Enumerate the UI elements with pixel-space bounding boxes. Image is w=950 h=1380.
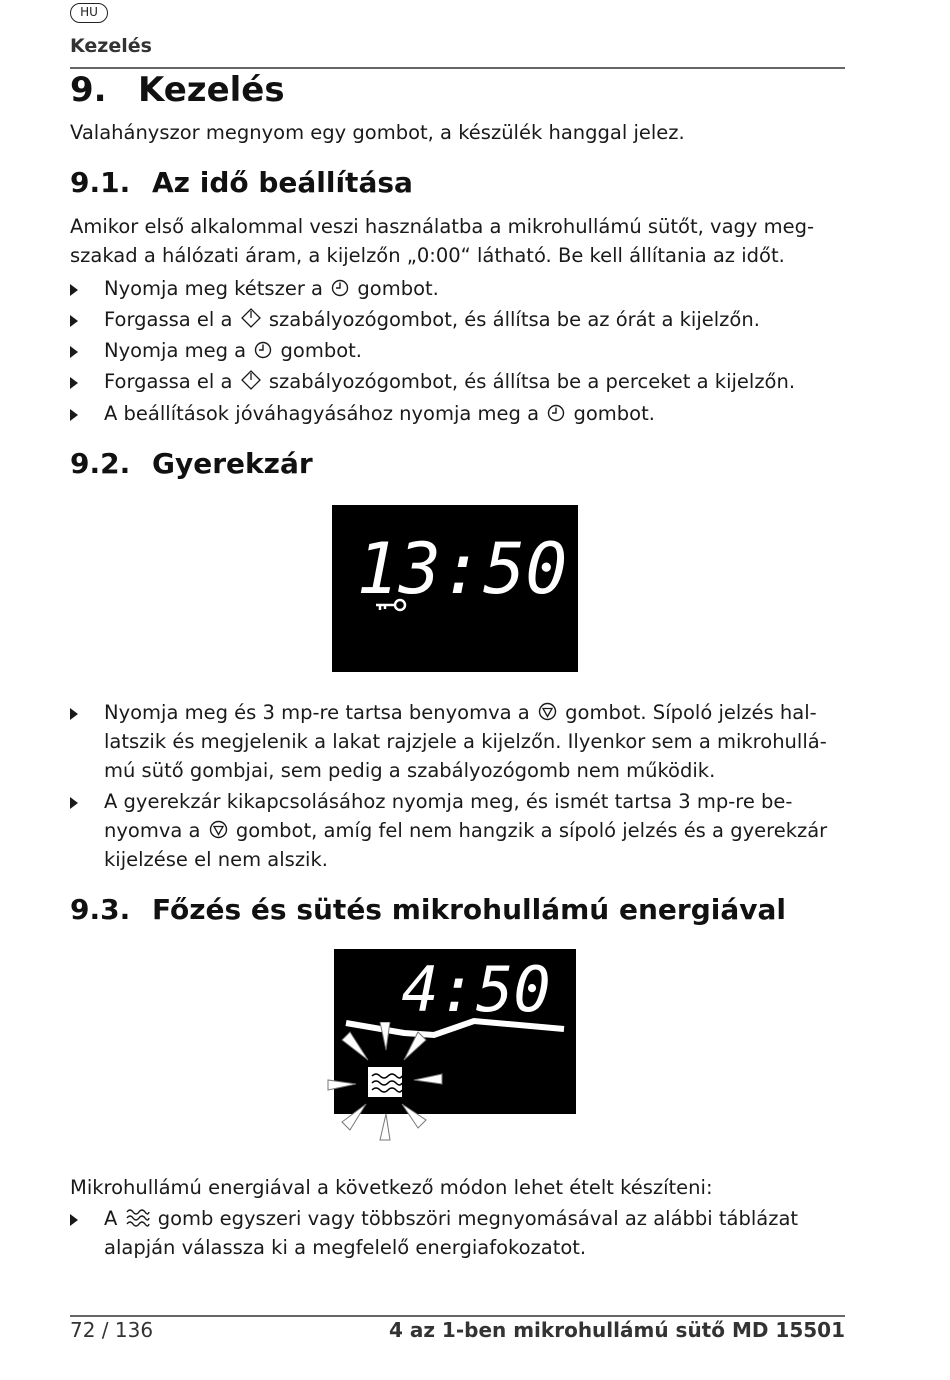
section-number: 9. <box>70 70 107 110</box>
bullet-arrow-icon <box>70 1214 78 1226</box>
step-text: latszik és megjelenik a lakat rajzjele a kijelzőn. Ilyenkor sem a mikrohullá- <box>104 730 827 753</box>
child-lock-step-2 <box>70 787 845 874</box>
bullet-arrow-icon <box>70 708 78 720</box>
running-head: Kezelés <box>70 35 152 57</box>
display-time: 13:50 <box>356 528 568 610</box>
step-text: A gyerekzár kikapcsolásához nyomja meg, és ismét tartsa 3 mp-re be- <box>104 790 793 813</box>
time-step-2 <box>70 305 845 334</box>
step-text: Forgassa el a <box>104 308 233 331</box>
step-text: gombot. <box>357 277 439 300</box>
bullet-arrow-icon <box>70 377 78 389</box>
time-step-1 <box>70 274 845 303</box>
page-current: 72 <box>70 1318 96 1342</box>
step-text: gombot, amíg fel nem hangzik a sípoló jelzés és a gyerekzár <box>235 819 828 842</box>
display-readout <box>332 505 578 672</box>
step-text: gombot. <box>573 402 655 425</box>
section-number: 9.1. <box>70 166 131 199</box>
bullet-arrow-icon <box>70 284 78 296</box>
child-lock-display <box>332 505 578 672</box>
step-text: szabályozógombot, és állítsa be a perceket a kijelzőn. <box>268 370 796 393</box>
header-divider <box>70 67 845 69</box>
section-title: Főzés és sütés mikrohullámú energiával <box>152 893 786 926</box>
section-title: Kezelés <box>138 70 285 110</box>
stop-icon <box>538 702 557 721</box>
step-text: A <box>104 1207 118 1230</box>
paragraph-line: szakad a hálózati áram, a kijelzőn „0:00“ látható. Be kell állítania az időt. <box>70 244 785 267</box>
time-step-3 <box>70 336 845 365</box>
step-text: kijelzése el nem alszik. <box>104 848 328 871</box>
bullet-arrow-icon <box>70 797 78 809</box>
page-separator: / <box>95 1318 115 1342</box>
step-text: Nyomja meg a <box>104 339 247 362</box>
section-9-2-heading <box>70 447 313 480</box>
section-number: 9.2. <box>70 447 131 480</box>
step-text: gombot. <box>280 339 363 362</box>
clock-icon <box>254 341 272 359</box>
time-step-4 <box>70 367 845 396</box>
flashing-rays-icon <box>326 1022 446 1142</box>
section-9-3-intro: Mikrohullámú energiával a következő módon lehet ételt készíteni: <box>70 1176 713 1199</box>
section-title: Gyerekzár <box>152 447 313 480</box>
stop-icon <box>209 820 228 839</box>
section-number: 9.3. <box>70 893 131 926</box>
step-text: Nyomja meg és 3 mp-re tartsa benyomva a <box>104 701 530 724</box>
section-9-intro: Valahányszor megnyom egy gombot, a készülék hanggal jelez. <box>70 121 685 144</box>
page-total: 136 <box>114 1318 154 1342</box>
wave-icon <box>126 1207 150 1227</box>
knob-icon <box>241 308 261 328</box>
step-text: gombot. Sípoló jelzés hal- <box>565 701 817 724</box>
display-time: 4:50 <box>401 953 551 1026</box>
bullet-arrow-icon <box>70 409 78 421</box>
product-name: 4 az 1-ben mikrohullámú sütő MD 15501 <box>388 1318 845 1342</box>
section-9-3-heading <box>70 893 786 926</box>
step-text: gomb egyszeri vagy többszöri megnyomásával az alábbi táblázat <box>157 1207 799 1230</box>
microwave-step-1 <box>70 1204 845 1262</box>
knob-icon <box>241 370 261 390</box>
language-badge: HU <box>70 3 108 23</box>
section-9-heading <box>70 70 285 110</box>
section-9-1-heading <box>70 166 413 199</box>
section-title: Az idő beállítása <box>152 166 413 199</box>
footer-divider <box>70 1315 845 1317</box>
step-text: Forgassa el a <box>104 370 233 393</box>
bullet-arrow-icon <box>70 346 78 358</box>
page-number <box>70 1318 153 1342</box>
clock-icon <box>331 279 349 297</box>
step-text: alapján válassza ki a megfelelő energiafokozatot. <box>104 1236 587 1259</box>
section-9-1-paragraph <box>70 212 845 270</box>
step-text: Nyomja meg kétszer a <box>104 277 323 300</box>
paragraph-line: Amikor első alkalommal veszi használatba a mikrohullámú sütőt, vagy meg- <box>70 215 815 238</box>
step-text: nyomva a <box>104 819 201 842</box>
step-text: A beállítások jóváhagyásához nyomja meg a <box>104 402 540 425</box>
clock-icon <box>547 404 565 422</box>
child-lock-step-1 <box>70 698 845 785</box>
bullet-arrow-icon <box>70 315 78 327</box>
step-text: szabályozógombot, és állítsa be az órát a kijelzőn. <box>268 308 760 331</box>
time-step-5 <box>70 399 845 428</box>
step-text: mú sütő gombjai, sem pedig a szabályozógomb nem működik. <box>104 759 716 782</box>
